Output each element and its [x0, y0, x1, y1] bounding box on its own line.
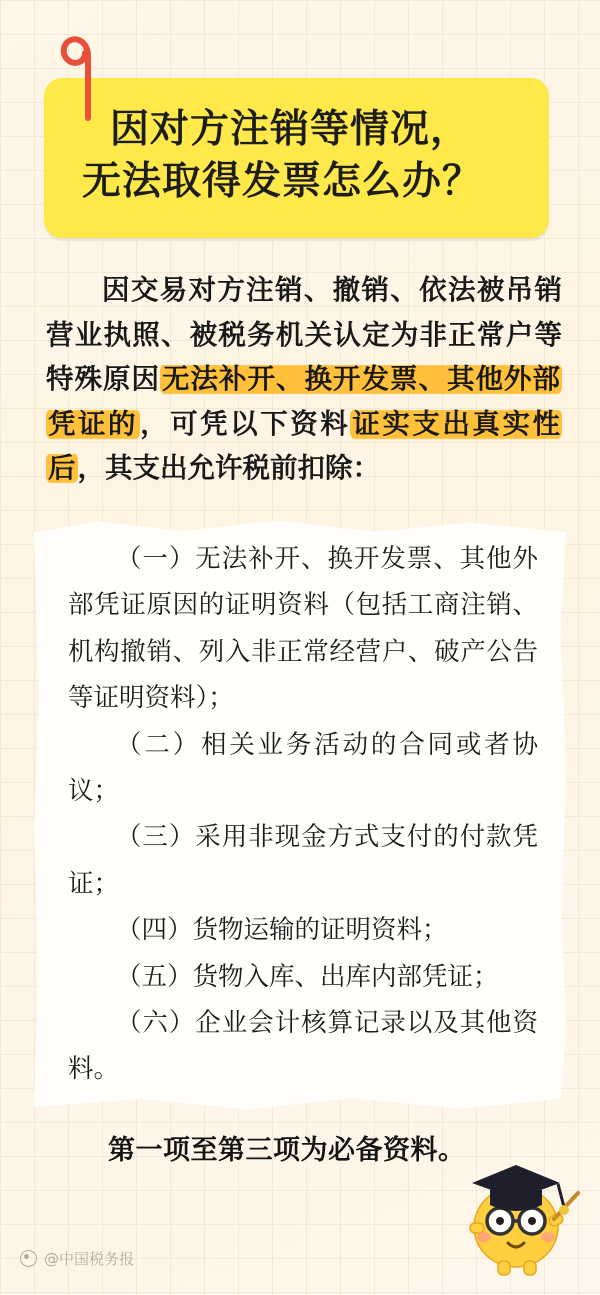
list-item: （四）货物运输的证明资料；: [116, 915, 448, 946]
paperclip-icon: [58, 32, 114, 124]
footer-note: 第一项至第三项为必备资料。: [108, 1135, 466, 1166]
watermark-logo-icon: [20, 1250, 37, 1267]
watermark: [20, 1248, 134, 1269]
intro-highlight-1: 无法补开、换开发票、其他外部凭证的: [48, 363, 560, 440]
list-item: （二）相关业务活动的合同或者协议；: [68, 729, 538, 807]
intro-highlight-2: 证实支出真实性后: [48, 407, 560, 485]
list-item: （六）企业会计核算记录以及其他资料。: [68, 1008, 538, 1085]
list-item: （五）货物入库、出库内部凭证；: [116, 961, 499, 992]
intro-segment-2: ，可凭以下资料: [140, 407, 351, 440]
watermark-label: @中国税务报: [44, 1250, 135, 1268]
note-list: [68, 536, 538, 1093]
intro-segment-3: ，其支出允许税前扣除：: [77, 452, 380, 485]
graduate-emoji-mascot-icon: [454, 1149, 582, 1281]
intro-paragraph: [46, 268, 562, 491]
list-item: （三）采用非现金方式支付的付款凭证；: [68, 822, 538, 899]
list-item: （一）无法补开、换开发票、其他外部凭证原因的证明资料（包括工商注销、机构撤销、列入非正常经营户、破产公告等证明资料）；: [68, 544, 538, 714]
intro-segment-1: 因交易对方注销、撤销、依法被吊销营业执照、被税务机关认定为非正常户等特殊原因: [46, 274, 562, 396]
page-title-line-1: 因对方注销等情况，: [110, 107, 471, 152]
page-title-line-2: 无法取得发票怎么办？: [82, 158, 483, 204]
title-card: [44, 78, 549, 238]
